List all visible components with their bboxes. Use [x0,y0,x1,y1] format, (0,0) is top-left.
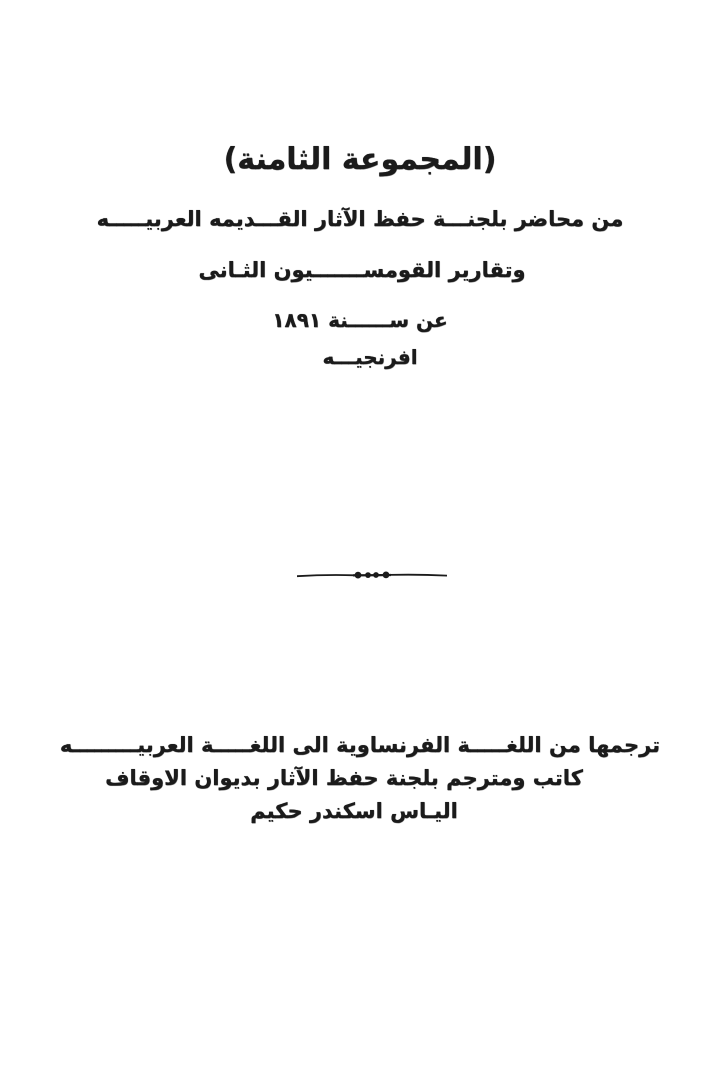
collection-title: (المجموعة الثامنة) [223,142,497,177]
reports-line: وتقارير القومســـــــيون الثـانى [198,258,526,282]
calendar-line: افرنجيـــه [322,345,418,369]
translator-name: اليـاس اسكندر حكيم [250,799,458,823]
year-line: عن ســــــنة ١٨٩١ [272,308,448,332]
source-line: من محاضر بلجنـــة حفظ الآثار القـــديمه العربيـــــه [96,207,624,231]
translation-note-line: ترجمها من اللغـــــة الفرنساوية الى اللغـــــة العربيـــــــــه [59,733,661,757]
translator-title-line: كاتب ومترجم بلجنة حفظ الآثار بديوان الاوقاف [105,766,583,790]
decorative-divider-ornament-icon [297,569,447,581]
